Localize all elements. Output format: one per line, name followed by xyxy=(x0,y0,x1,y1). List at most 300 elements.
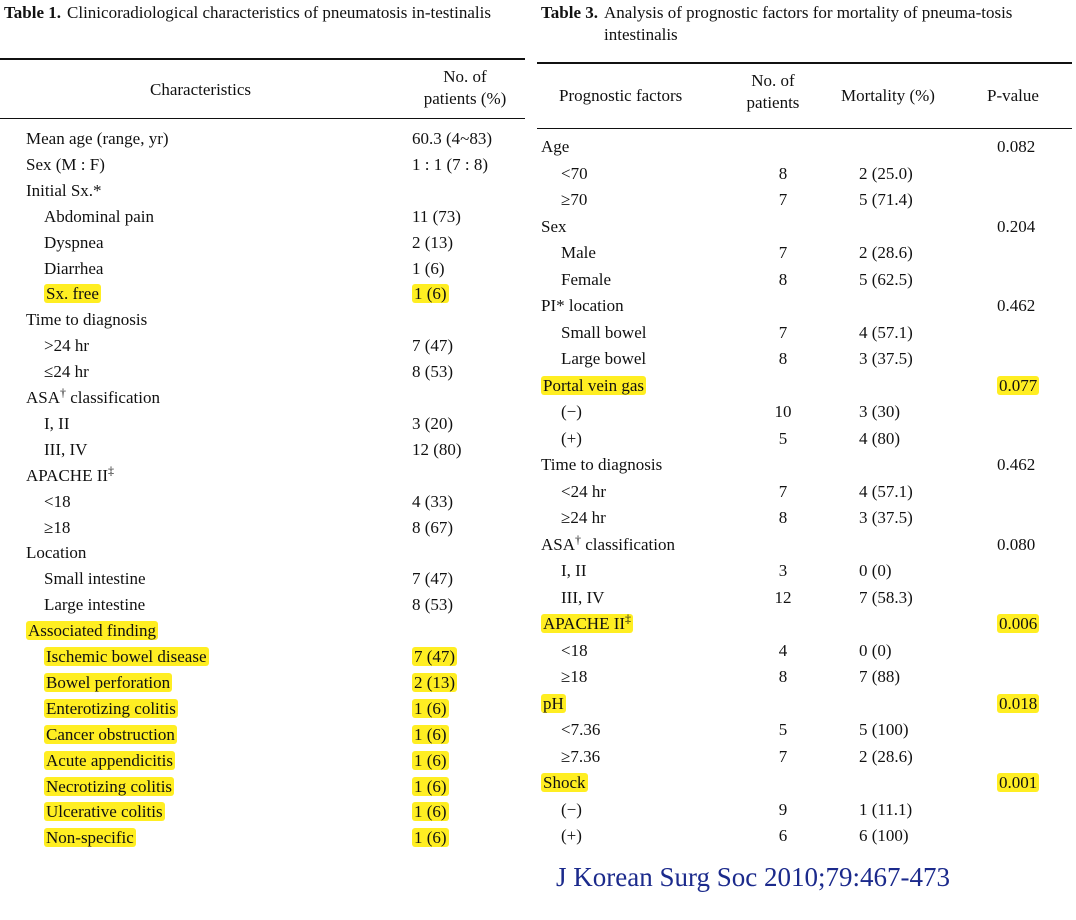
row-label xyxy=(44,489,71,515)
table3-row xyxy=(537,187,1072,213)
table1-row xyxy=(0,307,525,333)
row-label-main: >24 hr xyxy=(44,336,89,356)
table3-row xyxy=(537,505,1072,531)
row-label xyxy=(44,230,103,256)
table3-col-factors: Prognostic factors xyxy=(559,86,683,105)
row-label-text xyxy=(561,641,588,660)
footnote-mark: ‡ xyxy=(108,463,115,478)
table1-row xyxy=(0,411,525,437)
row-label xyxy=(541,452,662,478)
row-value-text: 1 (6) xyxy=(414,698,447,718)
table1-row xyxy=(0,644,525,670)
table3-row xyxy=(537,797,1072,823)
p-value-text: 0.204 xyxy=(997,216,1036,236)
row-value xyxy=(412,437,462,463)
row-label-main: Mean age (range, yr) xyxy=(26,129,169,148)
row-label xyxy=(44,437,87,463)
table1-title: Clinicoradiological characteristics of pneumatosis in-testinalis xyxy=(67,3,491,22)
mortality-value: 4 (80) xyxy=(859,428,901,448)
row-value xyxy=(412,230,453,256)
table1-col-patients-line1: No. of xyxy=(443,67,487,86)
table3-row xyxy=(537,717,1072,743)
row-label-main: ≥24 hr xyxy=(561,508,606,527)
row-label xyxy=(561,558,586,584)
patients-count: 8 xyxy=(778,508,788,527)
row-label-text xyxy=(44,673,172,692)
table1-row xyxy=(0,204,525,230)
patients-count: 8 xyxy=(778,349,788,368)
row-label xyxy=(561,505,606,531)
row-label-text xyxy=(561,588,604,607)
mortality-value: 5 (100) xyxy=(859,720,909,739)
row-label xyxy=(44,515,70,541)
row-label-text xyxy=(561,747,600,766)
p-value xyxy=(997,691,1039,717)
patients-count: 7 xyxy=(778,481,788,501)
patients-count: 7 xyxy=(778,243,788,262)
row-label-main: Abdominal pain xyxy=(44,206,155,226)
row-label-main: <18 xyxy=(561,640,588,660)
mortality-value: 0 (0) xyxy=(859,561,892,580)
patients-count: 5 xyxy=(778,428,788,448)
p-value-text: 0.080 xyxy=(997,534,1036,554)
row-value-text: 4 (33) xyxy=(412,491,454,511)
row-label xyxy=(44,644,209,670)
table3-row xyxy=(537,664,1072,690)
row-label-main: Ischemic bowel disease xyxy=(46,647,207,666)
patients-count: 8 xyxy=(778,269,788,289)
row-label xyxy=(44,799,165,825)
p-value-text: 0.462 xyxy=(997,455,1036,474)
row-label-text xyxy=(44,233,103,252)
table1-row xyxy=(0,152,525,178)
row-label-text xyxy=(44,259,103,278)
table3-row xyxy=(537,585,1072,611)
table3-row xyxy=(537,823,1072,849)
row-label-main: ASA xyxy=(26,388,61,407)
table3-title: Analysis of prognostic factors for mortality of pneuma-tosis intestinalis xyxy=(604,3,1013,44)
table3-col-patients-line2: patients xyxy=(746,93,800,112)
table3-row xyxy=(537,320,1072,346)
row-label-main: Time to diagnosis xyxy=(541,455,663,474)
row-label-text xyxy=(44,647,209,666)
row-value xyxy=(412,411,453,437)
row-value xyxy=(412,722,449,748)
row-label-main: Large bowel xyxy=(561,349,647,368)
table1-row xyxy=(0,178,525,204)
table1-label: Table 1. xyxy=(4,3,62,22)
row-label-text xyxy=(561,190,587,209)
mortality-value: 3 (37.5) xyxy=(859,508,913,527)
table3-row xyxy=(537,479,1072,505)
row-value-text: 8 (53) xyxy=(412,362,454,382)
p-value xyxy=(997,532,1035,558)
row-label-main: Ulcerative colitis xyxy=(46,802,163,822)
table3-col-patients-line1: No. of xyxy=(751,71,795,90)
row-value-text: 1 : 1 (7 : 8) xyxy=(412,154,489,174)
row-value-text: 7 (47) xyxy=(412,569,454,589)
row-value xyxy=(412,799,449,825)
row-label xyxy=(44,696,178,722)
p-value xyxy=(997,611,1039,637)
row-value-text: 1 (6) xyxy=(414,724,447,744)
row-label-main: I, II xyxy=(44,413,70,433)
row-label xyxy=(44,592,145,618)
table3-panel xyxy=(537,0,1072,845)
row-label-text xyxy=(561,720,600,739)
row-label xyxy=(26,618,158,644)
row-value xyxy=(412,126,492,152)
row-label-text xyxy=(26,129,169,148)
journal-citation: J Korean Surg Soc 2010;79:467-473 xyxy=(556,862,950,892)
row-value-text: 1 (6) xyxy=(414,750,447,770)
table3-row xyxy=(537,399,1072,425)
table1-row xyxy=(0,489,525,515)
table1-col-patients-line2: patients (%) xyxy=(423,89,507,108)
row-label-text xyxy=(44,362,89,381)
row-label xyxy=(44,566,146,592)
row-label-main: III, IV xyxy=(44,439,88,459)
table1-row xyxy=(0,281,525,307)
row-value xyxy=(412,359,453,385)
mortality-value: 5 (62.5) xyxy=(859,269,913,289)
table3-col-mortality: Mortality (%) xyxy=(841,86,935,105)
table1-row xyxy=(0,540,525,566)
table3-caption xyxy=(541,2,1071,46)
row-label-text xyxy=(541,455,662,474)
row-label-text xyxy=(561,482,606,501)
p-value-text: 0.018 xyxy=(999,693,1038,713)
table1-row xyxy=(0,230,525,256)
row-label-main: Acute appendicitis xyxy=(46,750,173,770)
row-value xyxy=(412,644,457,670)
row-label-main: Large intestine xyxy=(44,595,146,615)
table1-row xyxy=(0,437,525,463)
patients-count: 8 xyxy=(778,163,788,183)
row-label-main: Associated finding xyxy=(28,621,156,641)
row-label xyxy=(541,611,633,637)
patients-count: 12 xyxy=(774,587,792,607)
row-value-text: 1 (6) xyxy=(414,802,447,822)
row-label-main: Bowel perforation xyxy=(46,672,171,692)
row-value-text: 60.3 (4~83) xyxy=(412,129,493,148)
row-label-main: Portal vein gas xyxy=(543,375,645,395)
row-label-text xyxy=(26,310,147,329)
table1-row xyxy=(0,748,525,774)
row-label xyxy=(541,770,588,796)
row-label xyxy=(561,638,588,664)
mortality-value: 2 (28.6) xyxy=(859,746,913,766)
table3-header-rule xyxy=(537,128,1072,129)
row-label-text xyxy=(541,611,633,633)
table3-row xyxy=(537,161,1072,187)
row-label-main: (−) xyxy=(561,799,582,819)
row-label-main: Sx. free xyxy=(46,284,99,304)
row-label-text xyxy=(561,429,582,448)
row-label-main: APACHE II xyxy=(26,465,109,485)
table1-header xyxy=(0,62,525,114)
row-label xyxy=(541,293,624,319)
table3-row xyxy=(537,691,1072,717)
row-label xyxy=(44,748,175,774)
row-label-text xyxy=(44,284,101,303)
row-label-text xyxy=(561,561,586,580)
mortality-value: 6 (100) xyxy=(859,826,909,845)
row-label-text xyxy=(541,773,588,792)
mortality-value: 3 (30) xyxy=(859,402,901,421)
row-value-text: 2 (13) xyxy=(414,672,456,692)
row-label-main: PI* location xyxy=(541,296,624,315)
table1-row xyxy=(0,592,525,618)
row-label-text xyxy=(44,207,154,226)
p-value xyxy=(997,293,1035,319)
table3-row xyxy=(537,240,1072,266)
table3-row xyxy=(537,346,1072,372)
row-label-text xyxy=(26,621,158,640)
mortality-value: 5 (71.4) xyxy=(859,190,913,209)
row-label-text xyxy=(44,802,165,821)
patients-count: 8 xyxy=(778,667,788,686)
row-label-text xyxy=(44,569,146,588)
table3-row xyxy=(537,214,1072,240)
p-value xyxy=(997,770,1039,796)
row-label-main: Age xyxy=(541,137,570,156)
row-label-main: <18 xyxy=(44,491,71,511)
table1-row xyxy=(0,566,525,592)
row-label-text xyxy=(44,440,87,459)
mortality-value: 2 (25.0) xyxy=(859,163,913,183)
patients-count: 10 xyxy=(774,402,792,421)
row-label-text xyxy=(541,531,675,554)
row-label-main: I, II xyxy=(561,561,587,580)
row-label-main: pH xyxy=(543,693,564,713)
footnote-mark: † xyxy=(60,385,67,400)
row-label xyxy=(541,214,567,240)
row-label xyxy=(561,585,604,611)
table1-top-rule xyxy=(0,58,525,60)
row-label xyxy=(541,691,566,717)
p-value xyxy=(997,452,1035,478)
mortality-value: 2 (28.6) xyxy=(859,243,913,262)
table1-col-patients xyxy=(415,66,515,110)
mortality-value: 4 (57.1) xyxy=(859,481,913,501)
p-value-text: 0.077 xyxy=(999,375,1038,395)
row-label xyxy=(561,267,611,293)
row-label-main: ≥18 xyxy=(44,517,71,537)
row-value xyxy=(412,333,453,359)
row-label-main: APACHE II xyxy=(543,614,626,633)
row-label-main: Small bowel xyxy=(561,322,647,342)
row-label-text xyxy=(44,518,70,537)
table3-row xyxy=(537,532,1072,558)
row-label xyxy=(26,385,160,411)
row-value-text: 3 (20) xyxy=(412,413,454,433)
patients-count: 7 xyxy=(778,190,788,209)
row-label xyxy=(44,774,174,800)
row-value-text: 1 (6) xyxy=(414,284,447,304)
p-value-text: 0.006 xyxy=(999,614,1038,633)
table1-row xyxy=(0,256,525,282)
row-value xyxy=(412,592,453,618)
row-label xyxy=(26,540,86,566)
mortality-value: 1 (11.1) xyxy=(859,799,913,819)
row-label-text xyxy=(561,270,611,289)
row-label-main: Diarrhea xyxy=(44,258,104,278)
table1-row xyxy=(0,618,525,644)
row-label xyxy=(561,399,582,425)
patients-count: 4 xyxy=(778,640,788,660)
row-label xyxy=(44,359,89,385)
row-label xyxy=(561,320,646,346)
row-label-text xyxy=(541,694,566,713)
row-value-text: 7 (47) xyxy=(414,647,456,666)
row-label xyxy=(561,797,582,823)
row-label xyxy=(44,670,172,696)
row-label xyxy=(561,346,646,372)
row-label-text xyxy=(541,137,569,156)
row-label-main: Necrotizing colitis xyxy=(46,776,173,796)
row-label-main: ≥70 xyxy=(561,190,588,209)
row-label-main: Non-specific xyxy=(46,828,134,848)
row-label-text xyxy=(44,777,174,796)
row-label-text xyxy=(541,296,624,315)
row-label-main: ≥18 xyxy=(561,667,588,686)
row-label xyxy=(26,152,105,178)
mortality-value: 3 (37.5) xyxy=(859,349,913,368)
row-label-main: Sex xyxy=(541,216,567,236)
table1-row xyxy=(0,670,525,696)
row-value-text: 7 (47) xyxy=(412,336,454,356)
row-label-main: Sex (M : F) xyxy=(26,154,105,174)
row-label-text xyxy=(561,402,582,421)
row-label-main: ≥7.36 xyxy=(561,746,601,766)
row-label-main: Location xyxy=(26,543,87,563)
row-value-text: 1 (6) xyxy=(412,258,445,278)
row-label-text xyxy=(561,323,646,342)
table3-row xyxy=(537,267,1072,293)
row-label xyxy=(561,744,600,770)
row-label-text xyxy=(26,463,115,485)
row-label-main: <7.36 xyxy=(561,720,601,739)
row-label-text xyxy=(561,243,596,262)
row-label-text xyxy=(541,376,646,395)
row-value xyxy=(412,204,461,230)
mortality-value: 7 (88) xyxy=(859,667,901,686)
row-label xyxy=(541,134,569,160)
row-label-main: Female xyxy=(561,269,612,289)
footnote-mark: ‡ xyxy=(625,611,632,626)
row-label-main: Initial Sx.* xyxy=(26,180,102,200)
table1-row xyxy=(0,515,525,541)
table3-row xyxy=(537,744,1072,770)
row-value xyxy=(412,670,457,696)
row-label-text xyxy=(44,828,136,847)
patients-count: 7 xyxy=(778,322,788,342)
patients-count: 9 xyxy=(778,799,788,819)
table3-row xyxy=(537,293,1072,319)
row-label-text xyxy=(561,800,582,819)
table3-row xyxy=(537,770,1072,796)
table1-row xyxy=(0,463,525,489)
row-value-text: 8 (67) xyxy=(412,517,454,537)
row-label-main: Small intestine xyxy=(44,569,146,589)
table3-row xyxy=(537,558,1072,584)
row-label-text xyxy=(561,667,587,686)
table1-col-characteristics: Characteristics xyxy=(150,80,252,99)
row-label xyxy=(26,126,169,152)
row-value xyxy=(412,748,449,774)
row-label xyxy=(26,178,102,204)
row-value xyxy=(412,774,449,800)
p-value-text: 0.001 xyxy=(999,773,1038,792)
row-label-main: (+) xyxy=(561,826,582,845)
row-label-text xyxy=(561,164,588,183)
row-value-text: 11 (73) xyxy=(412,206,461,226)
row-value-text: 8 (53) xyxy=(412,595,454,615)
row-value xyxy=(412,256,445,282)
row-value-text: 1 (6) xyxy=(414,828,447,848)
table3-header xyxy=(537,64,1072,124)
row-label xyxy=(541,373,646,399)
row-label-main: Cancer obstruction xyxy=(46,724,175,744)
row-value xyxy=(412,696,449,722)
table1-row xyxy=(0,799,525,825)
row-label xyxy=(561,664,587,690)
p-value xyxy=(997,373,1039,399)
row-label-main: <24 hr xyxy=(561,481,606,501)
mortality-value: 0 (0) xyxy=(859,640,892,660)
row-label-main: III, IV xyxy=(561,587,605,607)
row-value xyxy=(412,566,453,592)
patients-count: 3 xyxy=(778,561,788,580)
row-label xyxy=(561,187,587,213)
row-label-text xyxy=(541,217,567,236)
row-label xyxy=(561,426,582,452)
row-label-main: Male xyxy=(561,243,596,262)
row-label-main: Time to diagnosis xyxy=(26,310,148,330)
table1-row xyxy=(0,126,525,152)
row-label-text xyxy=(44,699,178,718)
row-label-text xyxy=(26,543,86,562)
row-value xyxy=(412,489,453,515)
row-label xyxy=(44,204,154,230)
mortality-value: 4 (57.1) xyxy=(859,322,913,342)
p-value xyxy=(997,214,1035,240)
table3-col-patients xyxy=(733,70,813,114)
table1-row xyxy=(0,774,525,800)
row-value-text: 1 (6) xyxy=(414,776,447,796)
row-label xyxy=(541,532,675,558)
row-label xyxy=(44,256,103,282)
row-value xyxy=(412,281,449,307)
row-label-suffix: classification xyxy=(66,388,160,407)
row-value xyxy=(412,825,449,851)
row-label-text xyxy=(44,751,175,770)
row-label-text xyxy=(26,181,102,200)
row-label xyxy=(26,307,147,333)
row-label xyxy=(44,281,101,307)
footnote-mark: † xyxy=(575,531,582,546)
row-label xyxy=(561,823,582,849)
row-value xyxy=(412,152,488,178)
row-label-main: Enterotizing colitis xyxy=(46,698,176,718)
row-label-text xyxy=(26,155,105,174)
row-label-main: ≤24 hr xyxy=(44,362,89,382)
table3-col-pvalue: P-value xyxy=(987,86,1039,105)
row-label-text xyxy=(26,385,160,407)
row-label xyxy=(44,825,136,851)
table1-header-rule xyxy=(0,118,525,119)
